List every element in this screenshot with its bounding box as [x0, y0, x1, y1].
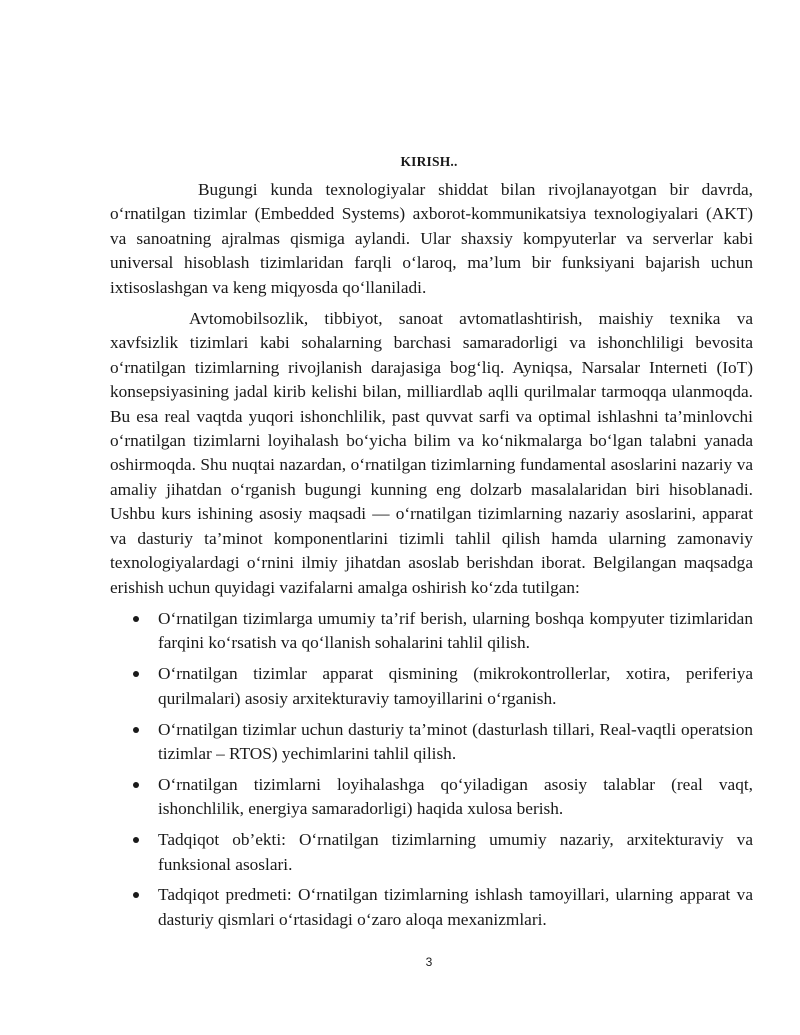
task-list [110, 607, 753, 932]
list-item-text: O‘rnatilgan tizimlarga umumiy ta’rif berish, ularning boshqa kompyuter tizimlaridan farqini ko‘rsatish va qo‘llanish sohalarini tahlil qilish. [158, 608, 753, 653]
list-item [110, 883, 753, 932]
goal-paragraph: Avtomobilsozlik, tibbiyot, sanoat avtomatlashtirish, maishiy texnika va xavfsizlik tizimlari kabi sohalarning barchasi samaradorligi va ishonchliligi bevosita o‘rnatilgan tizimlarning rivojlanish darajasiga bog‘liq. Ayniqsa, Narsalar Interneti (IoT) konsepsiyasining jadal kirib kelishi bilan, milliardlab aqlli qurilmalar tarmoqqa ulanmoqda. Bu esa real vaqtda yuqori ishonchlilik, past quvvat sarfi va optimal ishlashni ta’minlovchi o‘rnatilgan tizimlarni loyihalash bo‘yicha bilim va ko‘nikmalarga bo‘lgan talabni yanada oshirmoqda. Shu nuqtai nazardan, o‘rnatilgan tizimlarning fundamental asoslarini nazariy va amaliy jihatdan o‘rganish bugungi kunning eng dolzarb masalalaridan biri hisoblanadi. Ushbu kurs ishining asosiy maqsadi — o‘rnatilgan tizimlarning nazariy asoslarini, apparat va dasturiy ta’minot komponentlarini tizimli tahlil qilish hamda ularning zamonaviy texnologiyalardagi o‘rnini ilmiy jihatdan asoslab berishdan iborat. Belgilangan maqsadga erishish uchun quyidagi vazifalarni amalga oshirish ko‘zda tutilgan: [110, 309, 753, 597]
list-item-text: Tadqiqot ob’ekti: O‘rnatilgan tizimlarning umumiy nazariy, arxitekturaviy va funksional asoslari. [158, 830, 753, 874]
intro-paragraph: Bugungi kunda texnologiyalar shiddat bilan rivojlanayotgan bir davrda, o‘rnatilgan tizimlar (Embedded Systems) axborot-kommunikatsiya texnologiyalari (AKT) va sanoatning ajralmas qismiga aylandi. Ular shaxsiy kompyuterlar va serverlar kabi universal hisoblash tizimlaridan farqli o‘laroq, ma’lum bir funksiyani bajarish uchun ixtisoslashgan va keng miqyosda qo‘llaniladi. [110, 180, 753, 297]
list-item [110, 773, 753, 822]
list-item-text: Tadqiqot predmeti: O‘rnatilgan tizimlarning ishlash tamoyillari, ularning apparat va dasturiy qismlari o‘rtasidagi o‘zaro aloqa mexanizmlari. [158, 885, 753, 929]
list-item-text: O‘rnatilgan tizimlar uchun dasturiy ta’minot (dasturlash tillari, Real-vaqtli operatsion tizimlar – RTOS) yechimlarini tahlil qilish. [158, 719, 753, 763]
bullet-icon [133, 782, 139, 788]
list-item-text: O‘rnatilgan tizimlarni loyihalashga qo‘yiladigan asosiy talablar (real vaqt, ishonchlilik, energiya samaradorligi) haqida xulosa berish. [158, 774, 753, 819]
body-text [110, 178, 753, 939]
bullet-icon [133, 616, 139, 622]
section-title: KIRISH.. [400, 154, 458, 169]
bullet-icon [133, 892, 139, 898]
bullet-icon [133, 727, 139, 733]
list-item [110, 828, 753, 877]
list-item [110, 718, 753, 767]
list-item [110, 607, 753, 656]
list-item-text: O‘rnatilgan tizimlar apparat qismining (mikrokontrollerlar, xotira, periferiya qurilmalari) asosiy arxitekturaviy tamoyillarini o‘rganish. [158, 664, 753, 708]
bullet-icon [133, 671, 139, 677]
page-number: 3 [425, 955, 433, 969]
bullet-icon [133, 837, 139, 843]
list-item [110, 662, 753, 711]
